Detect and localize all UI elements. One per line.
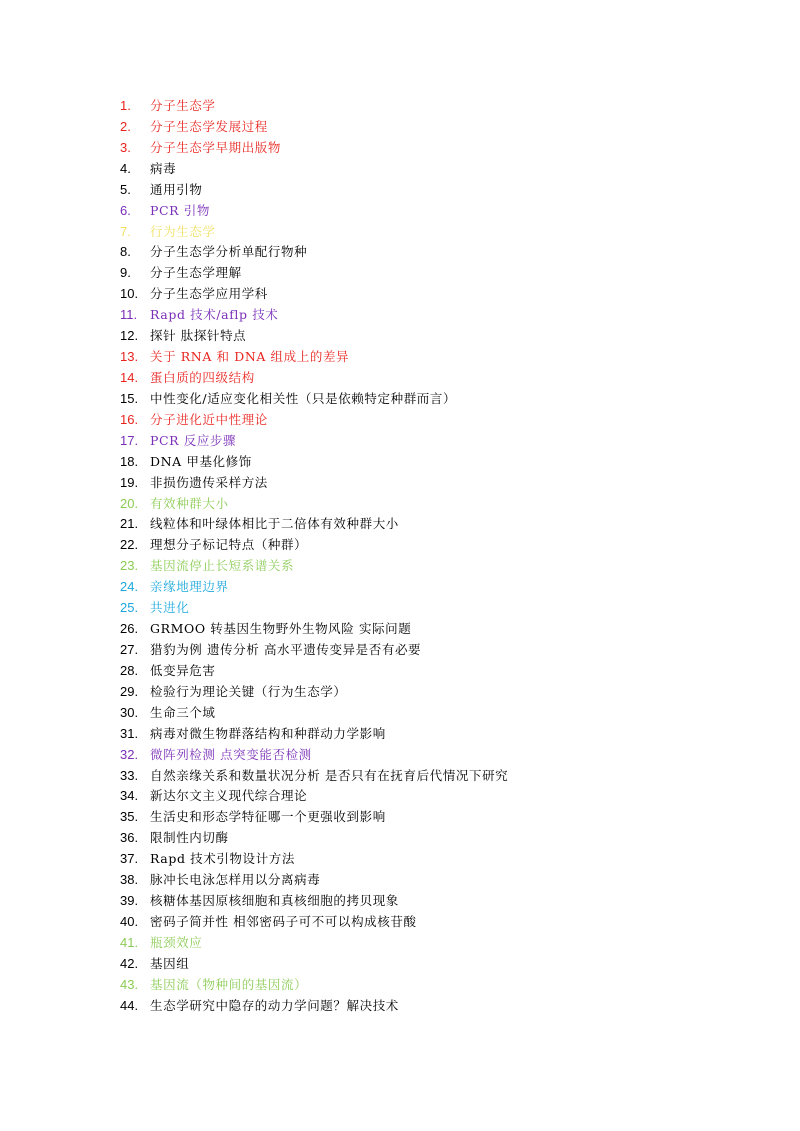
list-item: [120, 891, 760, 912]
list-item: [120, 138, 760, 159]
list-item: [120, 159, 760, 180]
item-number: 24.: [120, 579, 139, 595]
item-text: Rapd 技术/aflp 技术: [150, 307, 279, 323]
item-number: 43.: [120, 976, 139, 992]
list-item: [120, 284, 760, 305]
item-number: 21.: [120, 516, 139, 532]
list-item: [120, 431, 760, 452]
list-item: [120, 661, 760, 682]
item-number: 22.: [120, 537, 139, 553]
list-item: [120, 96, 760, 117]
item-text: 低变异危害: [150, 662, 216, 678]
item-text: 非损伤遗传采样方法: [150, 474, 268, 490]
list-item: [120, 912, 760, 933]
item-number: 40.: [120, 913, 139, 929]
item-number: 7.: [120, 223, 131, 239]
list-item: [120, 703, 760, 724]
item-text: 共进化: [150, 600, 190, 616]
item-text: 中性变化/适应变化相关性（只是依赖特定种群而言）: [150, 390, 457, 406]
item-text: PCR 引物: [150, 202, 210, 218]
list-item: [120, 305, 760, 326]
item-number: 44.: [120, 997, 139, 1013]
list-item: [120, 640, 760, 661]
item-text: 线粒体和叶绿体相比于二倍体有效种群大小: [150, 516, 399, 532]
item-number: 33.: [120, 767, 139, 783]
item-number: 14.: [120, 369, 139, 385]
list-item: [120, 514, 760, 535]
item-text: 自然亲缘关系和数量状况分析 是否只有在抚育后代情况下研究: [150, 767, 509, 783]
list-item: [120, 326, 760, 347]
item-number: 25.: [120, 600, 139, 616]
item-number: 42.: [120, 955, 139, 971]
item-number: 23.: [120, 558, 139, 574]
item-text: 基因组: [150, 955, 190, 971]
list-item: [120, 263, 760, 284]
item-number: 32.: [120, 746, 139, 762]
list-item: [120, 452, 760, 473]
list-item: [120, 201, 760, 222]
item-number: 10.: [120, 286, 139, 302]
item-number: 4.: [120, 160, 131, 176]
list-item: [120, 117, 760, 138]
item-number: 16.: [120, 411, 139, 427]
item-text: 瓶颈效应: [150, 934, 203, 950]
item-text: Rapd 技术引物设计方法: [150, 851, 295, 867]
item-number: 8.: [120, 244, 131, 260]
item-number: 37.: [120, 851, 139, 867]
item-number: 38.: [120, 872, 139, 888]
list-item: [120, 242, 760, 263]
list-item: [120, 368, 760, 389]
item-number: 20.: [120, 495, 139, 511]
item-number: 17.: [120, 432, 139, 448]
list-item: [120, 494, 760, 515]
item-number: 11.: [120, 307, 138, 323]
list-item: [120, 473, 760, 494]
item-text: 限制性内切酶: [150, 830, 229, 846]
item-text: 分子生态学应用学科: [150, 286, 268, 302]
item-number: 29.: [120, 683, 139, 699]
item-number: 26.: [120, 621, 139, 637]
item-number: 5.: [120, 181, 131, 197]
item-text: 微阵列检测 点突变能否检测: [150, 746, 312, 762]
item-text: 蛋白质的四级结构: [150, 369, 255, 385]
item-text: 通用引物: [150, 181, 203, 197]
item-number: 15.: [120, 390, 139, 406]
item-number: 35.: [120, 809, 139, 825]
item-text: 行为生态学: [150, 223, 216, 239]
list-item: [120, 556, 760, 577]
item-text: GRMOO 转基因生物野外生物风险 实际问题: [150, 621, 412, 637]
item-number: 2.: [120, 118, 131, 134]
item-number: 9.: [120, 265, 131, 281]
item-number: 27.: [120, 641, 139, 657]
item-text: 分子生态学: [150, 98, 216, 113]
item-text: 检验行为理论关键（行为生态学）: [150, 683, 347, 699]
item-text: 核糖体基因原核细胞和真核细胞的拷贝现象: [150, 893, 399, 909]
list-item: [120, 180, 760, 201]
item-number: 36.: [120, 830, 139, 846]
item-text: 分子生态学分析单配行物种: [150, 244, 308, 260]
item-text: 病毒: [150, 160, 177, 176]
item-number: 1.: [120, 98, 131, 113]
item-text: 亲缘地理边界: [150, 579, 229, 595]
item-text: 基因流停止长短系谱关系: [150, 558, 295, 574]
item-number: 41.: [120, 934, 139, 950]
item-text: 密码子简并性 相邻密码子可不可以构成核苷酸: [150, 913, 417, 929]
item-text: 新达尔文主义现代综合理论: [150, 788, 308, 804]
item-text: 分子生态学发展过程: [150, 118, 268, 134]
list-item: [120, 933, 760, 954]
item-number: 34.: [120, 788, 139, 804]
item-text: 理想分子标记特点（种群）: [150, 537, 308, 553]
item-number: 18.: [120, 453, 139, 469]
item-text: 生态学研究中隐存的动力学问题？解决技术: [150, 997, 399, 1013]
item-text: 生命三个域: [150, 704, 216, 720]
item-text: 有效种群大小: [150, 495, 229, 511]
list-item: [120, 389, 760, 410]
item-text: 基因流（物种间的基因流）: [150, 976, 308, 992]
item-text: 关于 RNA 和 DNA 组成上的差异: [150, 349, 350, 365]
item-number: 31.: [120, 725, 139, 741]
item-number: 39.: [120, 893, 139, 909]
item-text: DNA 甲基化修饰: [150, 453, 252, 469]
list-item: [120, 347, 760, 368]
list-item: [120, 828, 760, 849]
list-item: [120, 954, 760, 975]
item-number: 28.: [120, 662, 139, 678]
item-number: 12.: [120, 328, 139, 344]
list-item: [120, 577, 760, 598]
item-number: 6.: [120, 202, 131, 218]
item-number: 13.: [120, 349, 139, 365]
item-text: 分子生态学理解: [150, 265, 242, 281]
list-item: [120, 975, 760, 996]
list-item: [120, 849, 760, 870]
list-item: [120, 598, 760, 619]
item-number: 19.: [120, 474, 139, 490]
item-text: 分子进化近中性理论: [150, 411, 268, 427]
list-item: [120, 807, 760, 828]
item-text: 生活史和形态学特征哪一个更强收到影响: [150, 809, 386, 825]
list-item: [120, 766, 760, 787]
item-text: 脉冲长电泳怎样用以分离病毒: [150, 872, 321, 888]
list-item: [120, 682, 760, 703]
list-item: [120, 996, 760, 1017]
item-text: 猎豹为例 遗传分析 高水平遗传变异是否有必要: [150, 641, 422, 657]
list-item: [120, 724, 760, 745]
list-item: [120, 745, 760, 766]
numbered-topic-list: [120, 96, 760, 1017]
list-item: [120, 870, 760, 891]
item-text: 分子生态学早期出版物: [150, 139, 282, 155]
list-item: [120, 786, 760, 807]
item-text: 探针 肽探针特点: [150, 328, 247, 344]
list-item: [120, 222, 760, 243]
item-text: PCR 反应步骤: [150, 432, 237, 448]
item-text: 病毒对微生物群落结构和种群动力学影响: [150, 725, 386, 741]
list-item: [120, 535, 760, 556]
item-number: 30.: [120, 704, 139, 720]
list-item: [120, 410, 760, 431]
item-number: 3.: [120, 139, 131, 155]
list-item: [120, 619, 760, 640]
